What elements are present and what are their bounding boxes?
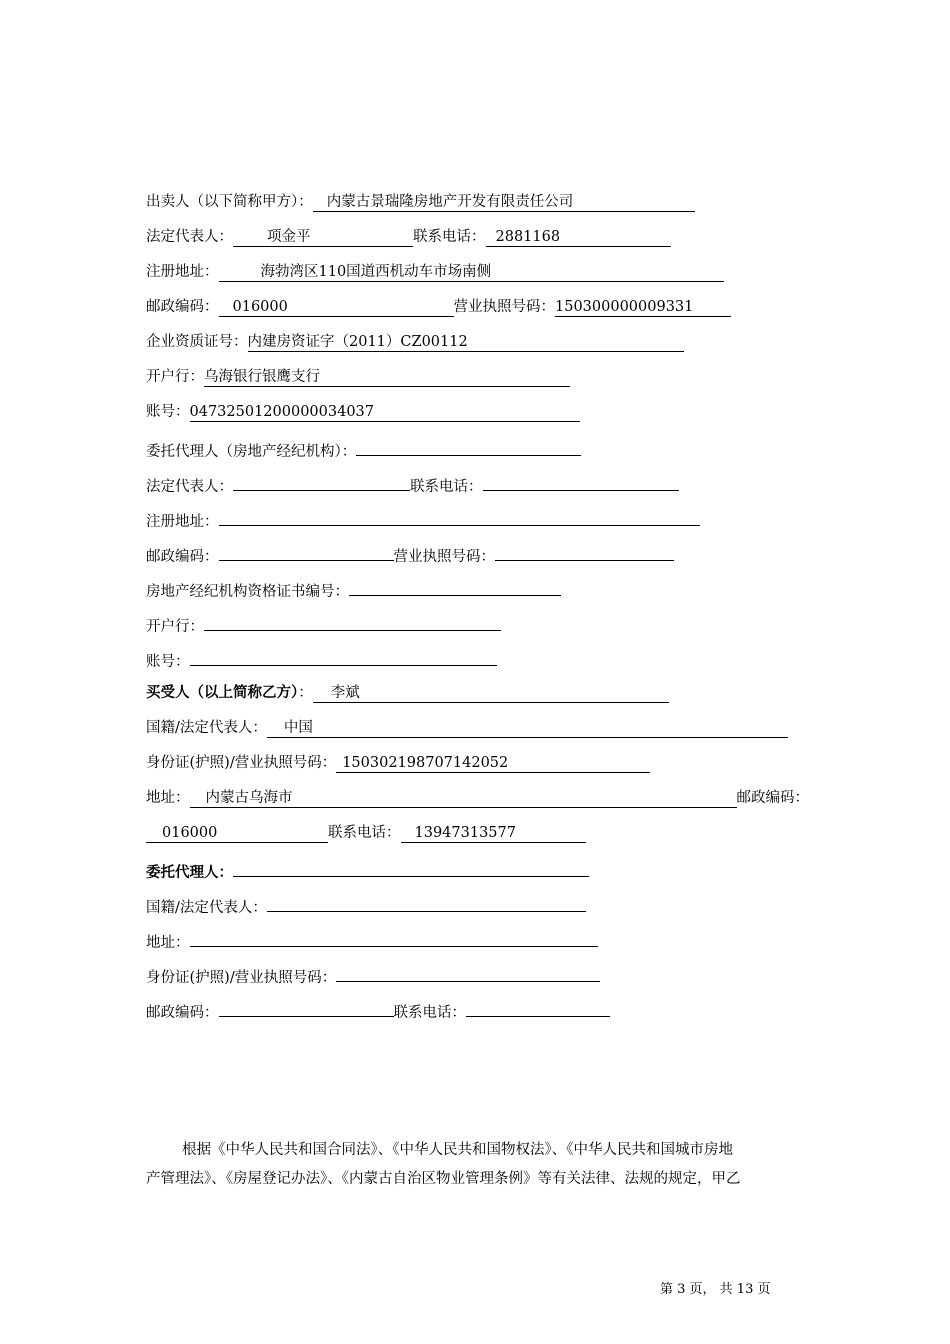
seller-bank-row [146,367,570,387]
account-value: 04732501200000034037 [189,404,375,420]
legal-rep-value: 项金平 [267,229,311,245]
seller-address-row [146,262,724,282]
buyer-agent-postcode-row [146,998,610,1021]
agent-postcode-label: 邮政编码： [146,549,219,565]
buyer-id-row [146,753,650,773]
phone-field [486,228,671,247]
address-label: 注册地址： [146,264,219,280]
buyer-postcode-row [146,823,586,843]
qualification-value: 内建房资证字（2011）CZ00112 [247,334,468,350]
buyer-agent-postcode-label: 邮政编码： [146,1005,219,1021]
seller-agent-bank-row [146,612,501,635]
account-label: 账号： [146,404,190,420]
account-field [190,403,580,422]
paragraph-line-1: 根据《中华人民共和国合同法》、《中华人民共和国物权法》、《中华人民共和国城市房地 [182,1142,733,1158]
postcode-value: 016000 [232,299,288,315]
page-number: 第 3 页， 共 13 页 [660,1282,771,1297]
buyer-phone-value: 13947313577 [414,825,516,841]
buyer-row [146,683,669,703]
buyer-agent-id-field [336,963,600,982]
seller-agent-address-row [146,507,700,530]
seller-agent-field [356,437,581,456]
agent-legal-rep-field [233,472,410,491]
seller-name-field [313,193,695,212]
seller-agent-legal-rep-row [146,472,679,495]
qualification-field [248,333,684,352]
buyer-agent-phone-label: 联系电话： [393,1005,466,1021]
seller-agent-row [146,437,581,460]
postcode-label: 邮政编码： [146,299,219,315]
buyer-colon: ： [298,685,313,701]
license-field [555,298,731,317]
id-value: 150302198707142052 [342,755,509,771]
buyer-agent-nationality-label: 国籍/法定代表人： [146,900,267,916]
agent-cert-field [349,577,561,596]
seller-agent-label: 委托代理人（房地产经纪机构）： [146,444,357,460]
buyer-agent-postcode-field [219,998,394,1017]
buyer-postcode-label: 邮政编码： [736,790,809,806]
buyer-address-row [146,788,809,808]
bank-label: 开户行： [146,369,204,385]
agent-legal-rep-label: 法定代表人： [146,479,233,495]
buyer-nationality-row [146,718,788,738]
buyer-agent-label: 委托代理人： [146,865,233,881]
seller-legal-rep-row [146,227,671,247]
buyer-address-value: 内蒙古乌海市 [205,790,293,806]
postcode-field [219,298,454,317]
bank-value: 乌海银行银鹰支行 [204,369,320,385]
seller-row [146,192,695,212]
buyer-agent-nationality-row [146,893,586,916]
buyer-address-label: 地址： [146,790,190,806]
seller-agent-postcode-row [146,542,674,565]
buyer-agent-field [233,858,589,877]
agent-bank-label: 开户行： [146,619,204,635]
legal-rep-field [233,228,413,247]
license-value: 150300000009331 [555,299,694,315]
nationality-value: 中国 [283,720,313,736]
seller-label: 出卖人（以下简称甲方）： [146,194,313,210]
agent-bank-field [204,612,501,631]
seller-postcode-row [146,297,731,317]
buyer-agent-address-field [190,928,598,947]
buyer-postcode-field [146,824,328,843]
buyer-agent-id-row [146,963,600,986]
agent-address-label: 注册地址： [146,514,219,530]
buyer-postcode-value: 016000 [162,825,218,841]
buyer-agent-nationality-field [267,893,586,912]
buyer-name-field [313,684,669,703]
agent-address-field [219,507,700,526]
seller-account-row [146,402,580,422]
agent-license-field [495,542,674,561]
buyer-address-field [190,789,737,808]
qualification-label: 企业资质证号： [146,334,248,350]
buyer-agent-row [146,858,589,881]
agent-phone-field [483,472,679,491]
buyer-agent-address-row [146,928,598,951]
buyer-agent-address-label: 地址： [146,935,190,951]
phone-label: 联系电话： [413,229,486,245]
bank-field [204,368,570,387]
nationality-field [267,719,788,738]
seller-agent-account-row [146,647,497,670]
agent-account-label: 账号： [146,654,190,670]
address-field [219,263,724,282]
agent-account-field [190,647,497,666]
paragraph-line-2: 产管理法》、《房屋登记办法》、《内蒙古自治区物业管理条例》等有关法律、法规的规定，甲乙 [146,1171,741,1187]
address-value: 海勃湾区110国道西机动车市场南侧 [260,264,492,280]
agent-cert-label: 房地产经纪机构资格证书编号： [146,584,349,600]
nationality-label: 国籍/法定代表人： [146,720,267,736]
id-label: 身份证(护照)/营业执照号码： [146,755,337,771]
seller-agent-cert-row [146,577,561,600]
contract-paragraph [146,1136,806,1194]
license-label: 营业执照号码： [453,299,555,315]
buyer-phone-label: 联系电话： [328,825,401,841]
buyer-name: 李斌 [330,685,360,701]
id-field [336,754,650,773]
buyer-agent-phone-field [466,998,610,1017]
agent-phone-label: 联系电话： [410,479,483,495]
buyer-phone-field [401,824,586,843]
seller-qualification-row [146,332,684,352]
buyer-agent-id-label: 身份证(护照)/营业执照号码： [146,970,337,986]
buyer-label: 买受人（以上简称乙方） [146,685,299,701]
agent-postcode-field [219,542,394,561]
legal-rep-label: 法定代表人： [146,229,233,245]
phone-value: 2881168 [495,229,561,245]
agent-license-label: 营业执照号码： [393,549,495,565]
seller-name: 内蒙古景瑞隆房地产开发有限责任公司 [326,194,574,210]
